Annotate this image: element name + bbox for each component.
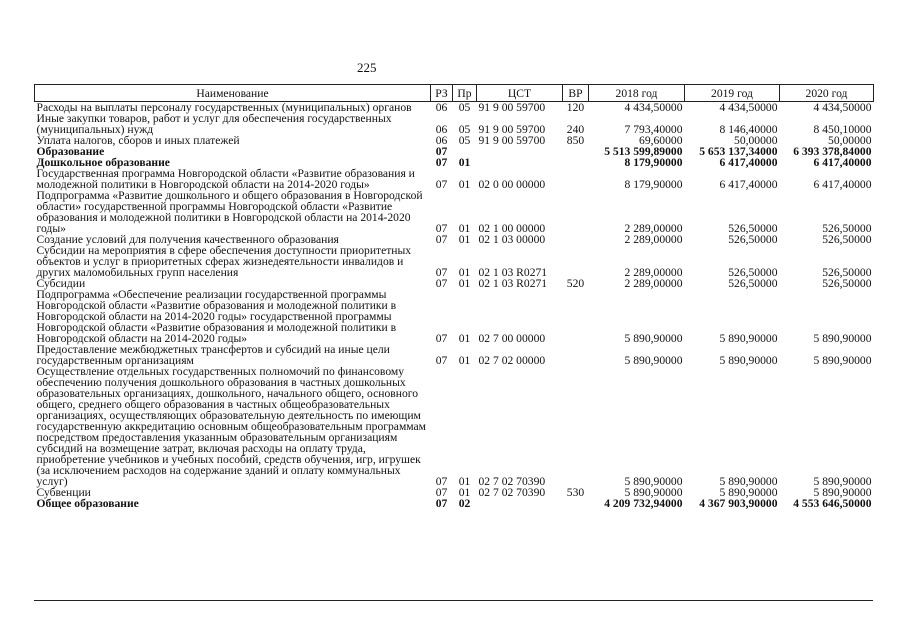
vr-cell: 530 [566,486,585,499]
value-2020-cell: 4 553 646,50000 [793,497,872,510]
value-2018-cell: 4 209 732,94000 [604,497,683,510]
value-2020-cell: 526,50000 [822,266,872,279]
rz-cell: 07 [435,222,448,235]
header-cst: ЦСТ [477,85,563,102]
pr-cell: 01 [458,277,471,290]
cst-cell: 91 9 00 59700 [478,123,546,136]
value-2019-cell: 6 417,40000 [719,178,778,191]
value-2018-cell: 2 289,00000 [624,266,683,279]
value-2019-cell: 526,50000 [728,222,778,235]
value-2019-cell: 4 434,50000 [719,101,778,114]
cst-cell: 02 7 02 00000 [478,354,546,367]
value-2018-cell: 8 179,90000 [624,178,683,191]
name-cell: Предоставление межбюджетных трансфертов и субсидий на иные цели государственным организациям [36,343,390,367]
name-cell: Общее образование [36,497,139,510]
budget-table [34,84,874,509]
table-header [35,85,874,102]
value-2018-cell: 5 890,90000 [624,475,683,488]
cst-cell: 02 1 03 R0271 [478,266,548,279]
value-2019-cell: 8 146,40000 [719,123,778,136]
name-cell: Подпрограмма «Обеспечение реализации государственной программы Новгородской области «Развитие образования и молодежной политики в Новгородской области на 2014-2020 годы» государственной программы Новгородской области «Развитие образования и молодежной политики в Новгородской области на 2014-2020 годы» [36,288,397,345]
cst-cell: 02 1 03 00000 [478,233,546,246]
name-cell: Субсидии на мероприятия в сфере обеспечения доступности приоритетных объектов и услуг в приоритетных сферах жизнедеятельности инвалидов и других маломобильных групп населения [36,244,412,279]
value-2020-cell: 5 890,90000 [813,486,872,499]
value-2018-cell: 5 513 599,89000 [604,145,683,158]
pr-cell: 01 [458,354,471,367]
pr-cell: 05 [458,123,471,136]
value-2018-cell: 8 179,90000 [624,156,683,169]
value-2020-cell: 50,00000 [828,134,872,147]
cst-cell: 02 7 02 70390 [478,486,546,499]
rz-cell: 07 [435,266,448,279]
name-cell: Уплата налогов, сборов и иных платежей [36,134,240,147]
value-2020-cell: 526,50000 [822,233,872,246]
table-bottom-border [34,600,873,601]
pr-cell: 01 [458,486,471,499]
name-cell: Осуществление отдельных государственных полномочий по финансовому обеспечению получения дошкольного образования в частных дошкольных образовательных организациях, дошкольного, начального общего, основного общего, среднего общего образования в частных общеобразовательных организациях, осуществляющих образовательную деятельность по имеющим государственную аккредитацию основным общеобразовательным программам посредством предоставления указанным образовательным организациям субсидий на возмещение затрат, включая расходы на оплату труда, приобретение учебников и учебных пособий, средств обучения, игр, игрушек (за исключением расходов на содержание зданий и оплату коммунальных услуг) [36,365,427,488]
vr-cell [563,146,589,157]
value-2019-cell: 526,50000 [728,277,778,290]
value-2019-cell: 5 890,90000 [719,486,778,499]
vr-cell [563,234,589,245]
table-row [35,289,874,344]
value-2019-cell: 5 890,90000 [719,332,778,345]
rz-cell: 06 [435,134,448,147]
value-2019-cell: 526,50000 [728,233,778,246]
value-2020-cell: 4 434,50000 [813,101,872,114]
rz-cell: 07 [435,156,448,169]
cst-cell: 02 1 03 R0271 [478,277,548,290]
rz-cell: 07 [435,475,448,488]
value-2018-cell: 7 793,40000 [624,123,683,136]
cst-cell: 02 7 02 70390 [478,475,546,488]
value-2019-cell: 5 653 137,34000 [699,145,778,158]
name-cell: Субвенции [36,486,91,499]
value-2020-cell: 526,50000 [822,222,872,235]
name-cell: Иные закупки товаров, работ и услуг для обеспечения государственных (муниципальных) нужд [36,112,392,136]
name-cell: Образование [36,145,105,158]
table-row [35,498,874,509]
name-cell: Дошкольное образование [36,156,170,169]
vr-cell: 240 [566,123,585,136]
header-2019: 2019 год [685,85,780,102]
rz-cell: 06 [435,101,448,114]
vr-cell: 850 [566,134,585,147]
table-row [35,168,874,190]
header-2018: 2018 год [589,85,685,102]
cst-cell: 02 0 00 00000 [478,178,546,191]
value-2020-cell: 5 890,90000 [813,475,872,488]
value-2018-cell: 5 890,90000 [624,486,683,499]
name-cell: Субсидии [36,277,86,290]
value-2020-cell: 6 393 378,84000 [793,145,872,158]
value-2019-cell: 6 417,40000 [719,156,778,169]
pr-cell: 01 [458,475,471,488]
value-2018-cell: 69,60000 [639,134,683,147]
name-cell: Государственная программа Новгородской области «Развитие образования и молодежной политики в Новгородской области на 2014-2020 годы» [36,167,415,191]
header-name: Наименование [35,85,431,102]
value-2018-cell: 2 289,00000 [624,222,683,235]
pr-cell: 01 [458,178,471,191]
value-2020-cell: 6 417,40000 [813,178,872,191]
value-2020-cell: 526,50000 [822,277,872,290]
pr-cell: 01 [458,332,471,345]
cst-cell [477,498,563,509]
rz-cell: 07 [435,486,448,499]
rz-cell: 07 [435,332,448,345]
pr-cell: 05 [458,134,471,147]
vr-cell: 120 [566,101,585,114]
cst-cell [477,157,563,168]
name-cell: Расходы на выплаты персоналу государственных (муниципальных) органов [36,101,412,114]
table-row [35,190,874,234]
value-2020-cell: 8 450,10000 [813,123,872,136]
table-body [35,102,874,510]
value-2019-cell: 4 367 903,90000 [699,497,778,510]
value-2020-cell: 5 890,90000 [813,332,872,345]
value-2019-cell: 50,00000 [734,134,778,147]
value-2020-cell: 6 417,40000 [813,156,872,169]
page-number: 225 [357,60,377,75]
name-cell: Создание условий для получения качественного образования [36,233,339,246]
table-row [35,344,874,366]
pr-cell: 02 [458,497,471,510]
pr-cell: 05 [458,101,471,114]
name-cell: Подпрограмма «Развитие дошкольного и общего образования в Новгородской области» государственной программы Новгородской области «Развитие образования и молодежной политики в Новгородской области на 2014-2020 годы» [36,189,423,235]
vr-cell [563,366,589,487]
header-rz: РЗ [431,85,453,102]
table-row [35,245,874,278]
vr-cell [563,190,589,234]
pr-cell: 01 [458,222,471,235]
header-pr: Пр [453,85,477,102]
pr-cell: 01 [458,233,471,246]
value-2018-cell: 4 434,50000 [624,101,683,114]
pr-cell: 01 [458,266,471,279]
rz-cell: 07 [435,497,448,510]
value-2018-cell: 2 289,00000 [624,233,683,246]
header-2020: 2020 год [780,85,874,102]
cst-cell: 02 7 00 00000 [478,332,546,345]
vr-cell [563,289,589,344]
vr-cell [563,344,589,366]
rz-cell: 07 [435,277,448,290]
table-row [35,366,874,487]
vr-cell [563,168,589,190]
value-2018-cell: 5 890,90000 [624,354,683,367]
vr-cell [563,245,589,278]
rz-cell: 07 [435,145,448,158]
value-2019-cell: 5 890,90000 [719,354,778,367]
vr-cell [563,498,589,509]
table-row [35,113,874,135]
value-2020-cell: 5 890,90000 [813,354,872,367]
cst-cell: 91 9 00 59700 [478,134,546,147]
rz-cell: 07 [435,233,448,246]
pr-cell: 01 [458,156,471,169]
value-2018-cell: 2 289,00000 [624,277,683,290]
value-2018-cell: 5 890,90000 [624,332,683,345]
value-2019-cell: 5 890,90000 [719,475,778,488]
cst-cell [477,146,563,157]
rz-cell: 07 [435,354,448,367]
header-vr: ВР [563,85,589,102]
vr-cell: 520 [566,277,585,290]
rz-cell: 07 [435,178,448,191]
cst-cell: 02 1 00 00000 [478,222,546,235]
cst-cell: 91 9 00 59700 [478,101,546,114]
vr-cell [563,157,589,168]
value-2019-cell: 526,50000 [728,266,778,279]
rz-cell: 06 [435,123,448,136]
